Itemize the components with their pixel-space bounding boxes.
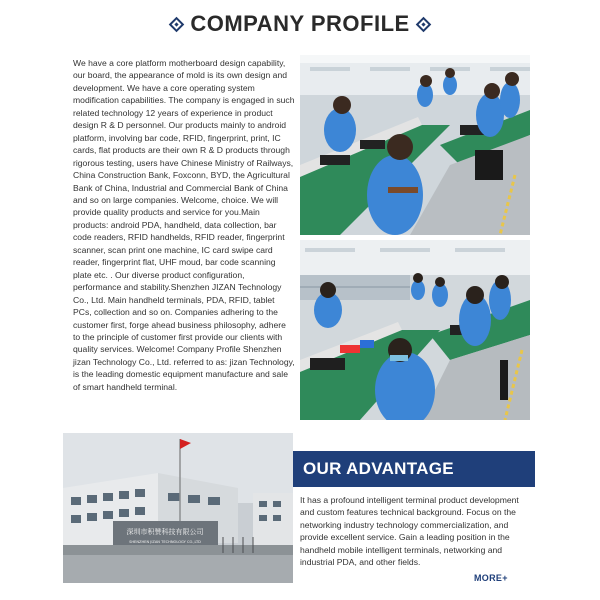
advantage-description: It has a profound intelligent terminal product development and custom features technical background. Focus on the networking industry technology commercialization, and provide excellent service. Gain a leading position in the handheld mobile intelligent terminals, networking and industrial PDA, and other fields.	[300, 495, 519, 568]
more-link[interactable]: MORE+	[474, 573, 508, 583]
advantage-header-bar	[293, 451, 535, 487]
diamond-right-icon	[415, 16, 431, 32]
building-sign-english: SHENZHEN JIZAN TECHNOLOGY CO.,LTD	[129, 540, 201, 544]
factory-workshop-photo-1	[300, 55, 530, 235]
company-building-photo	[63, 433, 293, 583]
diamond-left-icon	[169, 16, 185, 32]
building-sign-chinese: 深圳市积赞科技有限公司	[126, 528, 204, 536]
company-description: We have a core platform motherboard design capability, our board, the appearance of mold is its own design and development. We have a core operating system modification capabilities. The company is engaged in such related technology 12 years of experience in product design R & D personnel. Our products mainly to android platform, involving bar code, RFID, fingerprint, print, IC cards, flat products are their own R & D products through rigorous testing, users have Chinese Ministry of Railways, China Construction Bank, Foxconn, BYD, the Agricultural Bank of China, Industrial and Commercial Bank of China and so on large companies. Welcome, choice. We will provide quality products and service for you.Main products: android PDA, handheld, data collection, bar code readers, RFID handhelds, RFID reader, fingerprint scanner, scan print one machine, IC card swipe card reader, fingerprint flat, UHF moud, bar code scanning plate etc. . Our diverse product configuration, performance and stability.Shenzhen JIZAN Technology Co., Ltd. Main handheld terminals, PDA, RFID, tablet PCs, collection and so on. Companies adhering to the customer first, forge ahead business philosophy, adhere to the principle of customer first provide our clients with quality services. Welcome! Company Profile Shenzhen jizan Technology Co., Ltd. referred to as: jizan Technology, is the leading domestic equipment manufacture and sale of smart handheld terminal.	[73, 58, 295, 392]
page-header	[0, 10, 600, 38]
factory-workshop-photo-2	[300, 240, 530, 420]
advantage-title: OUR ADVANTAGE	[303, 459, 454, 478]
page-title: COMPANY PROFILE	[190, 11, 410, 36]
